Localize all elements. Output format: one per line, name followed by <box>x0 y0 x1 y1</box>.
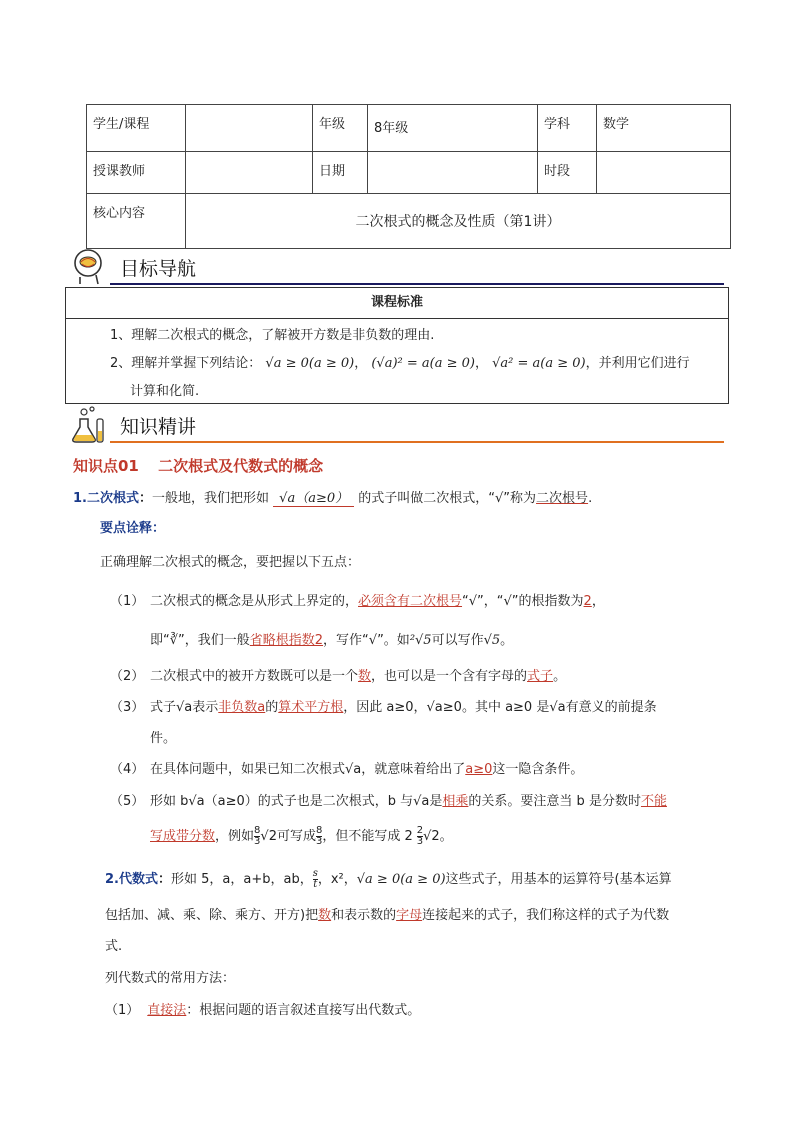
note-5: 形如 b√a（a≥0）的式子也是二次根式，b 与√a是相乘的关系。要注意当 b 是分数时不能 <box>150 794 667 809</box>
formula-sqrt-squared: (√a)² = a(a ≥ 0) <box>371 356 475 371</box>
note-5-num: （5） <box>110 794 145 809</box>
def2-line2: 包括加、减、乘、除、乘方、开方)把数和表示数的字母连接起来的式子，我们称这样的式子为代数 <box>105 908 670 923</box>
def2-formula: √a ≥ 0(a ≥ 0) <box>356 872 446 887</box>
formula-sqrt-nonneg: √a ≥ 0(a ≥ 0) <box>265 356 355 371</box>
period-label: 时段 <box>538 152 597 194</box>
section-knowledge-underline <box>110 441 724 443</box>
flask-icon <box>70 405 106 443</box>
note-1-line2: 即“∛”，我们一般省略根指数2，写作“√”。如²√5可以写作√5。 <box>150 633 514 648</box>
teacher-label: 授课教师 <box>87 152 186 194</box>
note-1: 二次根式的概念是从形式上界定的，必须含有二次根号“√”，“√”的根指数为2， <box>150 594 605 609</box>
section-knowledge-title: 知识精讲 <box>120 416 197 438</box>
method-1-term: 直接法 <box>147 1003 187 1018</box>
student-value <box>186 105 313 152</box>
def1-formula: √a（a≥0） <box>273 491 354 507</box>
teacher-value <box>186 152 313 194</box>
def2-line3: 式. <box>105 939 123 954</box>
grade-value: 8年级 <box>368 105 538 152</box>
grade-label: 年级 <box>313 105 368 152</box>
standards-header: 课程标准 <box>66 288 728 319</box>
note-2-num: （2） <box>110 669 145 684</box>
section-knowledge <box>70 403 724 443</box>
method-1: （1） 直接法：根据问题的语言叙述直接写出代数式。 <box>105 1003 421 1018</box>
standard-item-2-line2: 计算和化简. <box>130 384 200 399</box>
def-quadratic-radical: 1.二次根式：一般地，我们把形如 √a（a≥0） 的式子叫做二次根式，“√”称为二次根号. <box>73 491 593 506</box>
core-label: 核心内容 <box>87 194 186 249</box>
kp-heading <box>73 458 323 474</box>
fraction-s-t: $\frac{s}{t}$ <box>312 868 318 890</box>
notes-heading: 要点诠释： <box>100 521 166 536</box>
def1-term: 二次根号 <box>536 491 589 506</box>
kp-title: 二次根式及代数式的概念 <box>158 457 324 475</box>
date-label: 日期 <box>313 152 368 194</box>
methods-heading: 列代数式的常用方法： <box>105 971 236 986</box>
section-goal-nav <box>70 245 724 285</box>
date-value <box>368 152 538 194</box>
note-3-num: （3） <box>110 700 145 715</box>
formula-sqrt-of-square: √a² = a(a ≥ 0) <box>492 356 586 371</box>
note-5-line2: 写成带分数，例如 $\frac{8}{3}$ √2可写成 $\frac{8}{3}$ ，但不能写成 2 $\frac{2}{3}$ √2。 <box>150 825 453 847</box>
note-2: 二次根式中的被开方数既可以是一个数，也可以是一个含有字母的式子。 <box>150 669 567 684</box>
standard-item-2: 2、理解并掌握下列结论： √a ≥ 0(a ≥ 0)， (√a)² = a(a ≥ 0)， √a² = a(a ≥ 0)，并利用它们进行 <box>110 356 690 371</box>
standards-box <box>65 287 729 404</box>
standard-item-2-prefix: 2、理解并掌握下列结论： <box>110 356 262 371</box>
def2-label: 2.代数式 <box>105 872 158 887</box>
standard-item-1: 1、理解二次根式的概念，了解被开方数是非负数的理由. <box>110 328 435 343</box>
brain-head-icon <box>70 247 106 285</box>
info-table <box>86 104 731 249</box>
note-3: 式子√a表示非负数a的算术平方根，因此 a≥0，√a≥0。其中 a≥0 是√a有意义的前提条 <box>150 700 657 715</box>
note-4-num: （4） <box>110 762 145 777</box>
fraction-2-3: $\frac{2}{3}$ <box>416 825 424 847</box>
notes-intro: 正确理解二次根式的概念，要把握以下五点： <box>100 555 361 570</box>
kp-number: 知识点01 <box>73 457 139 475</box>
section-goal-underline <box>110 283 724 285</box>
def-algebraic-expr: 2.代数式：形如 5，a，a+b，ab， $\frac{s}{t}$ ，x²，√a ≥ 0(a ≥ 0)这些式子，用基本的运算符号(基本运算 <box>105 868 672 890</box>
note-4: 在具体问题中，如果已知二次根式√a，就意味着给出了a≥0这一隐含条件。 <box>150 762 584 777</box>
standard-item-2-suffix: ，并利用它们进行 <box>585 356 690 371</box>
note-1-num: （1） <box>110 594 145 609</box>
subject-value: 数学 <box>597 105 731 152</box>
student-label: 学生/课程 <box>87 105 186 152</box>
section-goal-title: 目标导航 <box>120 258 197 280</box>
core-value: 二次根式的概念及性质（第1讲） <box>186 194 731 249</box>
subject-label: 学科 <box>538 105 597 152</box>
note-3-line2: 件。 <box>150 731 177 746</box>
period-value <box>597 152 731 194</box>
def1-label: 1.二次根式 <box>73 491 139 506</box>
fraction-8-3-b: $\frac{8}{3}$ <box>315 825 323 847</box>
fraction-8-3: $\frac{8}{3}$ <box>254 825 261 847</box>
